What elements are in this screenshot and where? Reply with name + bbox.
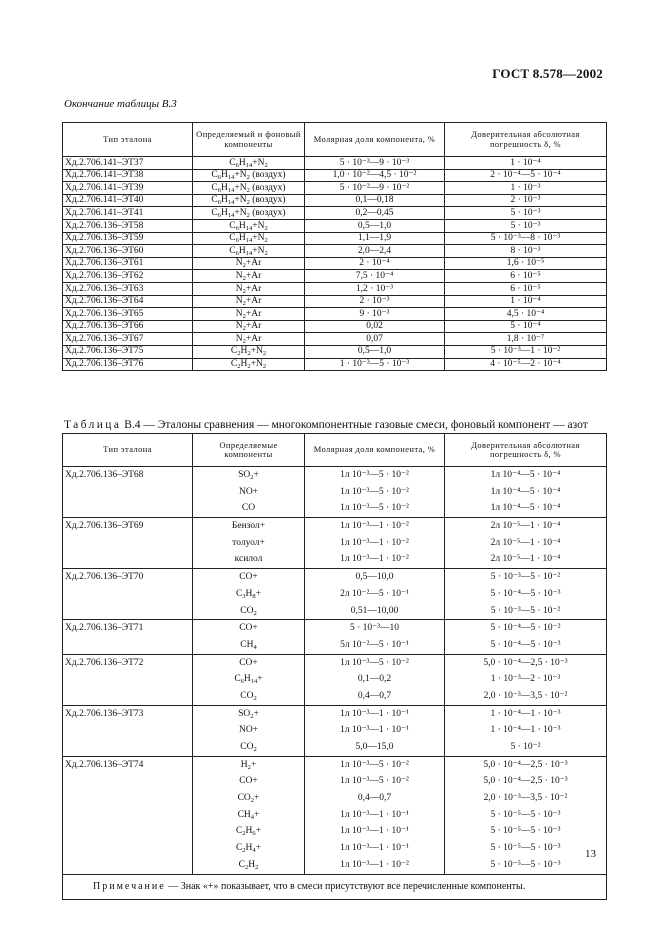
cell-type xyxy=(63,467,193,518)
cell-components-line: $CO_2$ xyxy=(240,605,257,617)
cell-components: $N_2+Ar$ xyxy=(193,295,305,308)
cell-fraction: 2 · 10⁻³ xyxy=(305,295,445,308)
cell-components: $N_2+Ar$ xyxy=(193,282,305,295)
cell-fraction: 0,5—1,0 xyxy=(305,345,445,358)
cell-fraction xyxy=(305,620,445,654)
cell-components: $N_2+Ar$ xyxy=(193,257,305,270)
cell-components-line: $CO_2$ xyxy=(240,742,257,753)
cell-error: 5 · 10⁻⁴ xyxy=(445,320,607,333)
cell-fraction-line: 1л 10⁻³—5 · 10⁻² xyxy=(340,486,409,497)
cell-fraction xyxy=(305,569,445,620)
cell-error: 2 · 10⁻⁴—5 · 10⁻⁴ xyxy=(445,169,607,182)
cell-fraction: 1,0 · 10⁻²—4,5 · 10⁻² xyxy=(305,169,445,182)
table-row xyxy=(63,194,607,207)
cell-error: 5 · 10⁻³ xyxy=(445,219,607,232)
table-row xyxy=(63,270,607,283)
cell-type: Хд.2.706.136–ЭТ75 xyxy=(63,345,193,358)
table2-caption-text: В.4 — Эталоны сравнения — многокомпонентные газовые смеси, фоновый компонент — азот xyxy=(124,419,588,431)
cell-error-line: 2л 10⁻⁵—1 · 10⁻⁴ xyxy=(490,537,561,548)
cell-error: 6 · 10⁻⁵ xyxy=(445,282,607,295)
cell-error: 1 · 10⁻³ xyxy=(445,182,607,195)
cell-type: Хд.2.706.141–ЭТ38 xyxy=(63,169,193,182)
cell-components-line: $C_2H_6+$ xyxy=(235,826,262,838)
cell-error-line: 5 · 10⁻⁵—5 · 10⁻³ xyxy=(490,859,561,870)
table-row xyxy=(63,320,607,333)
cell-error-line: 2,0 · 10⁻³—3,5 · 10⁻² xyxy=(483,690,568,701)
cell-components: $C_6H_{14}+N_2$ (воздух) xyxy=(193,169,305,182)
standard-name: Хд.2.706.136–ЭТ70 xyxy=(65,572,144,583)
cell-error-line: 5 · 10⁻³—5 · 10⁻² xyxy=(490,572,561,583)
cell-components: $C_6H_{14}+N_2$ xyxy=(193,157,305,170)
cell-type: Хд.2.706.136–ЭТ60 xyxy=(63,245,193,258)
table-row xyxy=(63,295,607,308)
table-row xyxy=(63,182,607,195)
cell-components xyxy=(193,620,305,654)
cell-error-line: 1л 10⁻⁴—5 · 10⁻⁴ xyxy=(490,486,561,497)
table-b3 xyxy=(62,122,607,371)
table-row xyxy=(63,219,607,232)
cell-components: $C_2H_2+N_2$ xyxy=(193,358,305,371)
cell-fraction: 0,5—1,0 xyxy=(305,219,445,232)
cell-error xyxy=(445,620,607,654)
col-header-error-text: Доверительная абсолютная погрешность δ, % xyxy=(471,439,580,459)
cell-type xyxy=(63,518,193,569)
cell-error xyxy=(445,467,607,518)
cell-fraction: 1,1—1,9 xyxy=(305,232,445,245)
cell-error-line: 5 · 10⁻⁴—5 · 10⁻³ xyxy=(490,588,561,599)
cell-components xyxy=(193,756,305,874)
cell-fraction: 5 · 10⁻³—9 · 10⁻³ xyxy=(305,157,445,170)
cell-components: $C_6H_{14}+N_2$ (воздух) xyxy=(193,207,305,220)
cell-components-line: $CH_4$ xyxy=(240,639,257,651)
cell-error-line: 5,0 · 10⁻⁴—2,5 · 10⁻³ xyxy=(483,759,568,770)
cell-error xyxy=(445,756,607,874)
cell-components xyxy=(193,518,305,569)
cell-components-line: $C_2H_4+$ xyxy=(235,843,262,855)
cell-components-line: $CO_2+$ xyxy=(237,793,260,805)
table-b4 xyxy=(62,433,607,900)
cell-type: Хд.2.706.136–ЭТ59 xyxy=(63,232,193,245)
cell-fraction-line: 1л 10⁻³—5 · 10⁻² xyxy=(340,503,409,514)
cell-fraction-line: 0,4—0,7 xyxy=(357,793,392,804)
document-code: ГОСТ 8.578—2002 xyxy=(492,66,603,81)
table2-caption xyxy=(64,419,604,431)
cell-components: $C_6H_{14}+N_2$ xyxy=(193,232,305,245)
cell-error-line: 2,0 · 10⁻³—3,5 · 10⁻² xyxy=(483,793,568,804)
col-header-fraction xyxy=(305,434,445,467)
cell-error-line: 5 · 10⁻³—5 · 10⁻² xyxy=(490,605,561,616)
cell-fraction-line: 1л 10⁻³—1 · 10⁻¹ xyxy=(340,826,409,837)
cell-components xyxy=(193,705,305,756)
cell-components: $N_2+Ar$ xyxy=(193,320,305,333)
table-note xyxy=(63,874,607,899)
cell-error xyxy=(445,518,607,569)
cell-fraction-line: 1л 10⁻³—1 · 10⁻² xyxy=(340,537,409,548)
cell-components-line: CO+ xyxy=(239,623,258,634)
cell-error-line: 5 · 10⁻⁴—5 · 10⁻³ xyxy=(490,639,561,650)
note-text: — Знак «+» показывает, что в смеси присутствуют все перечисленные компоненты. xyxy=(168,881,526,892)
note-label: Примечание xyxy=(93,881,166,892)
standard-name: Хд.2.706.136–ЭТ72 xyxy=(65,657,144,668)
cell-components-line: CO xyxy=(241,503,256,514)
cell-fraction-line: 1л 10⁻³—5 · 10⁻² xyxy=(340,470,409,480)
table-row xyxy=(63,169,607,182)
cell-type xyxy=(63,705,193,756)
table-row xyxy=(63,282,607,295)
cell-error xyxy=(445,654,607,705)
cell-error: 5 · 10⁻³ xyxy=(445,207,607,220)
cell-fraction-line: 5 · 10⁻³—10 xyxy=(349,623,400,634)
cell-error-line: 1 · 10⁻³—2 · 10⁻³ xyxy=(490,674,561,685)
col-header-components-text: Определяемый и фоновый компоненты xyxy=(196,129,301,149)
table-row xyxy=(63,257,607,270)
cell-error-line: 5 · 10⁻⁵—5 · 10⁻³ xyxy=(490,809,561,820)
cell-type xyxy=(63,654,193,705)
cell-error: 1 · 10⁻⁴ xyxy=(445,157,607,170)
cell-type: Хд.2.706.141–ЭТ39 xyxy=(63,182,193,195)
table-row xyxy=(63,654,607,705)
cell-fraction xyxy=(305,467,445,518)
cell-components: $N_2+Ar$ xyxy=(193,308,305,321)
cell-type: Хд.2.706.136–ЭТ63 xyxy=(63,282,193,295)
col-header-fraction-text: Молярная доля компонента, % xyxy=(313,133,436,144)
cell-fraction-line: 1л 10⁻³—5 · 10⁻² xyxy=(340,776,409,787)
cell-fraction: 2 · 10⁻⁴ xyxy=(305,257,445,270)
cell-components-line: Бензол+ xyxy=(231,521,266,532)
table2-caption-label: Таблица xyxy=(64,419,122,431)
cell-components-line: $C_6H_{14}+$ xyxy=(234,674,263,686)
cell-fraction-line: 0,4—0,7 xyxy=(357,690,392,701)
standard-name: Хд.2.706.136–ЭТ69 xyxy=(65,521,144,532)
cell-fraction-line: 1л 10⁻³—1 · 10⁻¹ xyxy=(340,725,409,736)
cell-error: 4,5 · 10⁻⁴ xyxy=(445,308,607,321)
cell-fraction-line: 1л 10⁻³—1 · 10⁻¹ xyxy=(340,708,409,719)
cell-fraction-line: 5л 10⁻²—5 · 10⁻¹ xyxy=(340,639,409,650)
standard-name: Хд.2.706.136–ЭТ73 xyxy=(65,708,144,719)
table-row xyxy=(63,358,607,371)
cell-components: $N_2+Ar$ xyxy=(193,270,305,283)
table1-caption: Окончание таблицы В.3 xyxy=(64,98,177,110)
cell-fraction-line: 0,51—10,00 xyxy=(350,605,399,616)
cell-fraction-line: 1л 10⁻³—1 · 10⁻² xyxy=(340,859,409,870)
cell-fraction-line: 1л 10⁻³—1 · 10⁻² xyxy=(340,554,409,565)
standard-name: Хд.2.706.136–ЭТ71 xyxy=(65,623,144,634)
cell-fraction-line: 0,5—10,0 xyxy=(355,572,394,583)
cell-components: $C_6H_{14}+N_2$ (воздух) xyxy=(193,182,305,195)
cell-error xyxy=(445,569,607,620)
cell-error-line: 5 · 10⁻² xyxy=(510,742,541,752)
cell-fraction: 7,5 · 10⁻⁴ xyxy=(305,270,445,283)
cell-components-line: NO+ xyxy=(238,486,259,497)
col-header-type: Тип эталона xyxy=(63,123,193,157)
cell-error: 6 · 10⁻⁵ xyxy=(445,270,607,283)
cell-type: Хд.2.706.136–ЭТ64 xyxy=(63,295,193,308)
cell-fraction: 0,2—0,45 xyxy=(305,207,445,220)
cell-fraction-line: 2л 10⁻²—5 · 10⁻¹ xyxy=(340,588,409,599)
standard-name: Хд.2.706.136–ЭТ74 xyxy=(65,759,144,770)
col-header-components-text: Определяемые компоненты xyxy=(219,439,278,459)
cell-components-line: $H_2+$ xyxy=(240,759,257,771)
cell-error-line: 1 · 10⁻⁴—1 · 10⁻³ xyxy=(490,708,561,719)
cell-fraction xyxy=(305,705,445,756)
cell-fraction xyxy=(305,518,445,569)
cell-components-line: $C_2H_2$ xyxy=(238,859,259,871)
table-row xyxy=(63,620,607,654)
cell-error-line: 1л 10⁻⁴—5 · 10⁻⁴ xyxy=(490,470,561,480)
cell-error xyxy=(445,705,607,756)
cell-error-line: 2л 10⁻⁵—1 · 10⁻⁴ xyxy=(490,521,561,532)
cell-components-line: $C_3H_8+$ xyxy=(235,588,262,600)
cell-fraction: 0,1—0,18 xyxy=(305,194,445,207)
cell-components: $C_6H_{14}+N_2$ xyxy=(193,219,305,232)
cell-components-line: CO+ xyxy=(239,776,258,787)
cell-fraction xyxy=(305,756,445,874)
cell-error: 4 · 10⁻⁵—2 · 10⁻⁴ xyxy=(445,358,607,371)
cell-error-line: 1 · 10⁻⁴—1 · 10⁻³ xyxy=(490,725,561,736)
cell-components-line: CO+ xyxy=(239,657,258,668)
cell-components: $C_2H_2+N_2$ xyxy=(193,345,305,358)
cell-components xyxy=(193,569,305,620)
table-row xyxy=(63,518,607,569)
cell-fraction-line: 1л 10⁻³—1 · 10⁻² xyxy=(340,521,409,532)
cell-error: 1,6 · 10⁻⁵ xyxy=(445,257,607,270)
cell-components: $C_6H_{14}+N_2$ (воздух) xyxy=(193,194,305,207)
cell-type: Хд.2.706.136–ЭТ61 xyxy=(63,257,193,270)
cell-components-line: CO+ xyxy=(239,572,258,583)
col-header-components xyxy=(193,123,305,157)
col-header-fraction xyxy=(305,123,445,157)
table-row xyxy=(63,705,607,756)
cell-fraction-line: 1л 10⁻³—1 · 10⁻¹ xyxy=(340,843,409,854)
cell-components-line: NO+ xyxy=(238,725,259,736)
cell-error-line: 1л 10⁻⁴—5 · 10⁻⁴ xyxy=(490,503,561,514)
cell-fraction: 2,0—2,4 xyxy=(305,245,445,258)
standard-name: Хд.2.706.136–ЭТ68 xyxy=(65,470,144,480)
cell-error-line: 5 · 10⁻⁴—5 · 10⁻² xyxy=(490,623,561,634)
cell-fraction-line: 0,1—0,2 xyxy=(357,674,392,685)
cell-type xyxy=(63,756,193,874)
cell-error-line: 5,0 · 10⁻⁴—2,5 · 10⁻³ xyxy=(483,776,568,787)
cell-error: 1 · 10⁻⁴ xyxy=(445,295,607,308)
table-row xyxy=(63,467,607,518)
cell-components: $C_6H_{14}+N_2$ xyxy=(193,245,305,258)
cell-fraction: 1 · 10⁻³—5 · 10⁻³ xyxy=(305,358,445,371)
cell-components-line: $CH_4+$ xyxy=(237,809,260,821)
cell-fraction-line: 1л 10⁻³—1 · 10⁻¹ xyxy=(340,809,409,820)
cell-error-line: 2л 10⁻⁵—1 · 10⁻⁴ xyxy=(490,554,561,565)
cell-type: Хд.2.706.141–ЭТ37 xyxy=(63,157,193,170)
cell-error-line: 5,0 · 10⁻⁴—2,5 · 10⁻³ xyxy=(483,657,568,668)
cell-type: Хд.2.706.136–ЭТ67 xyxy=(63,333,193,346)
table-row xyxy=(63,232,607,245)
cell-components-line: $SO_2+$ xyxy=(238,470,259,481)
table-row xyxy=(63,345,607,358)
cell-components-line: $SO_2+$ xyxy=(238,708,259,720)
col-header-fraction-text: Молярная доля компонента, % xyxy=(313,444,436,455)
cell-error: 5 · 10⁻³—8 · 10⁻³ xyxy=(445,232,607,245)
cell-fraction: 0,07 xyxy=(305,333,445,346)
cell-type: Хд.2.706.136–ЭТ58 xyxy=(63,219,193,232)
cell-error: 2 · 10⁻³ xyxy=(445,194,607,207)
table-row xyxy=(63,157,607,170)
cell-type: Хд.2.706.136–ЭТ62 xyxy=(63,270,193,283)
col-header-type: Тип эталона xyxy=(63,434,193,467)
cell-fraction xyxy=(305,654,445,705)
cell-type xyxy=(63,620,193,654)
col-header-error-text: Доверительная абсолютная погрешность δ, % xyxy=(471,129,580,149)
cell-error: 8 · 10⁻³ xyxy=(445,245,607,258)
table-row xyxy=(63,756,607,874)
cell-type: Хд.2.706.141–ЭТ40 xyxy=(63,194,193,207)
cell-fraction-line: 1л 10⁻³—5 · 10⁻² xyxy=(340,759,409,770)
cell-type: Хд.2.706.136–ЭТ66 xyxy=(63,320,193,333)
page-number: 13 xyxy=(585,848,596,860)
cell-error-line: 5 · 10⁻⁵—5 · 10⁻³ xyxy=(490,843,561,854)
cell-components-line: $CO_2$ xyxy=(240,690,257,702)
cell-error: 1,8 · 10⁻⁷ xyxy=(445,333,607,346)
cell-components: $N_2+Ar$ xyxy=(193,333,305,346)
table-row xyxy=(63,333,607,346)
cell-fraction-line: 5,0—15,0 xyxy=(355,742,394,752)
cell-type xyxy=(63,569,193,620)
col-header-error xyxy=(445,434,607,467)
cell-components-line: ксилол xyxy=(234,554,263,565)
cell-fraction-line: 1л 10⁻³—5 · 10⁻² xyxy=(340,657,409,668)
cell-fraction: 9 · 10⁻³ xyxy=(305,308,445,321)
table-row xyxy=(63,245,607,258)
cell-fraction: 1,2 · 10⁻³ xyxy=(305,282,445,295)
table-row xyxy=(63,207,607,220)
cell-fraction: 0,02 xyxy=(305,320,445,333)
col-header-components xyxy=(193,434,305,467)
cell-error-line: 5 · 10⁻⁵—5 · 10⁻³ xyxy=(490,826,561,837)
table-row xyxy=(63,308,607,321)
cell-components xyxy=(193,467,305,518)
cell-fraction: 5 · 10⁻²—9 · 10⁻² xyxy=(305,182,445,195)
cell-type: Хд.2.706.136–ЭТ65 xyxy=(63,308,193,321)
cell-components-line: толуол+ xyxy=(232,537,265,548)
cell-components xyxy=(193,654,305,705)
col-header-error xyxy=(445,123,607,157)
cell-type: Хд.2.706.141–ЭТ41 xyxy=(63,207,193,220)
cell-error: 5 · 10⁻³—1 · 10⁻² xyxy=(445,345,607,358)
table-row xyxy=(63,569,607,620)
cell-type: Хд.2.706.136–ЭТ76 xyxy=(63,358,193,371)
